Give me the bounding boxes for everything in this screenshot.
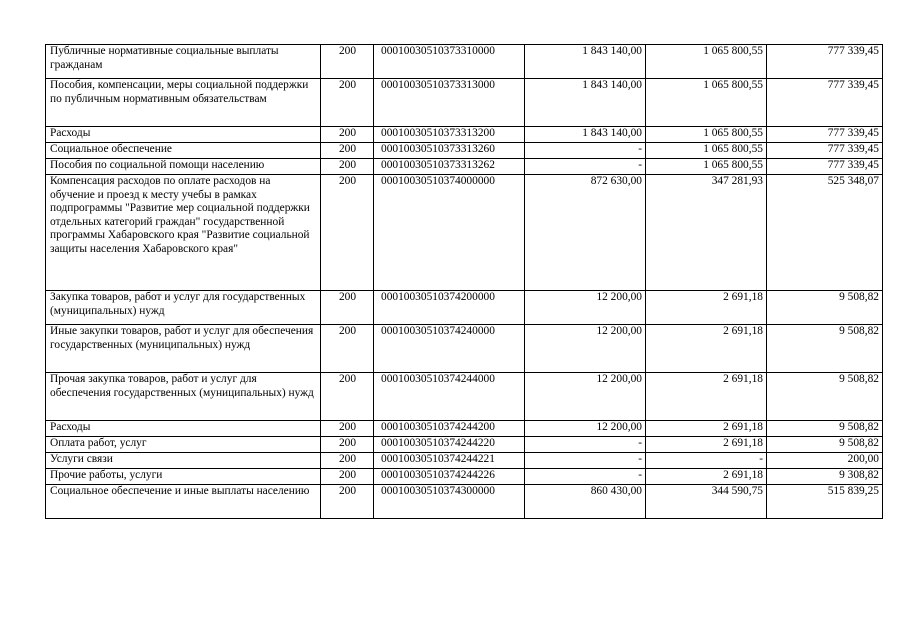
row-executed-cell: 347 281,93 bbox=[646, 175, 767, 291]
row-approved-cell: - bbox=[525, 453, 646, 469]
row-remaining-cell: 777 339,45 bbox=[767, 127, 883, 143]
row-code-cell: 200 bbox=[321, 485, 374, 519]
table-row bbox=[46, 469, 883, 485]
row-name-cell: Иные закупки товаров, работ и услуг для обеспечения государственных (муниципальных) нужд bbox=[46, 325, 321, 373]
table-row bbox=[46, 325, 883, 373]
row-remaining-cell: 9 308,82 bbox=[767, 469, 883, 485]
row-name-cell: Социальное обеспечение и иные выплаты населению bbox=[46, 485, 321, 519]
budget-execution-table bbox=[45, 44, 883, 519]
row-remaining-cell: 777 339,45 bbox=[767, 143, 883, 159]
row-name-cell: Пособия по социальной помощи населению bbox=[46, 159, 321, 175]
row-executed-cell: 1 065 800,55 bbox=[646, 79, 767, 127]
row-executed-cell: 1 065 800,55 bbox=[646, 45, 767, 79]
row-kbk-cell: 00010030510374244220 bbox=[374, 437, 525, 453]
row-code-cell: 200 bbox=[321, 453, 374, 469]
row-kbk-cell: 00010030510373310000 bbox=[374, 45, 525, 79]
row-kbk-cell: 00010030510373313200 bbox=[374, 127, 525, 143]
row-executed-cell: 2 691,18 bbox=[646, 325, 767, 373]
row-remaining-cell: 9 508,82 bbox=[767, 325, 883, 373]
row-code-cell: 200 bbox=[321, 127, 374, 143]
row-name-cell: Оплата работ, услуг bbox=[46, 437, 321, 453]
row-executed-cell: 2 691,18 bbox=[646, 469, 767, 485]
row-name-cell: Социальное обеспечение bbox=[46, 143, 321, 159]
row-name-cell: Услуги связи bbox=[46, 453, 321, 469]
row-code-cell: 200 bbox=[321, 159, 374, 175]
row-executed-cell: 1 065 800,55 bbox=[646, 127, 767, 143]
row-approved-cell: 12 200,00 bbox=[525, 291, 646, 325]
row-approved-cell: - bbox=[525, 143, 646, 159]
table-row bbox=[46, 143, 883, 159]
row-code-cell: 200 bbox=[321, 45, 374, 79]
table-row bbox=[46, 79, 883, 127]
row-kbk-cell: 00010030510374244200 bbox=[374, 421, 525, 437]
row-executed-cell: - bbox=[646, 453, 767, 469]
row-kbk-cell: 00010030510374300000 bbox=[374, 485, 525, 519]
row-name-cell: Публичные нормативные социальные выплаты гражданам bbox=[46, 45, 321, 79]
row-remaining-cell: 515 839,25 bbox=[767, 485, 883, 519]
row-kbk-cell: 00010030510374244221 bbox=[374, 453, 525, 469]
table-row bbox=[46, 175, 883, 291]
row-name-cell: Прочая закупка товаров, работ и услуг для обеспечения государственных (муниципальных) нужд bbox=[46, 373, 321, 421]
row-kbk-cell: 00010030510374244226 bbox=[374, 469, 525, 485]
row-remaining-cell: 777 339,45 bbox=[767, 159, 883, 175]
row-remaining-cell: 200,00 bbox=[767, 453, 883, 469]
row-executed-cell: 2 691,18 bbox=[646, 421, 767, 437]
row-approved-cell: - bbox=[525, 469, 646, 485]
row-kbk-cell: 00010030510373313260 bbox=[374, 143, 525, 159]
row-code-cell: 200 bbox=[321, 143, 374, 159]
row-remaining-cell: 525 348,07 bbox=[767, 175, 883, 291]
table-row bbox=[46, 127, 883, 143]
row-code-cell: 200 bbox=[321, 469, 374, 485]
table-row bbox=[46, 373, 883, 421]
table-row bbox=[46, 485, 883, 519]
row-code-cell: 200 bbox=[321, 373, 374, 421]
row-approved-cell: 1 843 140,00 bbox=[525, 127, 646, 143]
row-remaining-cell: 777 339,45 bbox=[767, 45, 883, 79]
row-name-cell: Пособия, компенсации, меры социальной поддержки по публичным нормативным обязательствам bbox=[46, 79, 321, 127]
row-name-cell: Расходы bbox=[46, 421, 321, 437]
row-code-cell: 200 bbox=[321, 175, 374, 291]
row-name-cell: Закупка товаров, работ и услуг для государственных (муниципальных) нужд bbox=[46, 291, 321, 325]
row-executed-cell: 2 691,18 bbox=[646, 373, 767, 421]
row-remaining-cell: 9 508,82 bbox=[767, 421, 883, 437]
row-remaining-cell: 777 339,45 bbox=[767, 79, 883, 127]
row-code-cell: 200 bbox=[321, 325, 374, 373]
row-code-cell: 200 bbox=[321, 421, 374, 437]
row-executed-cell: 344 590,75 bbox=[646, 485, 767, 519]
row-approved-cell: 12 200,00 bbox=[525, 373, 646, 421]
row-kbk-cell: 00010030510374240000 bbox=[374, 325, 525, 373]
row-approved-cell: 860 430,00 bbox=[525, 485, 646, 519]
row-kbk-cell: 00010030510374244000 bbox=[374, 373, 525, 421]
row-executed-cell: 2 691,18 bbox=[646, 437, 767, 453]
row-kbk-cell: 00010030510373313262 bbox=[374, 159, 525, 175]
table-row bbox=[46, 45, 883, 79]
row-executed-cell: 1 065 800,55 bbox=[646, 143, 767, 159]
row-executed-cell: 2 691,18 bbox=[646, 291, 767, 325]
row-code-cell: 200 bbox=[321, 291, 374, 325]
row-approved-cell: 1 843 140,00 bbox=[525, 45, 646, 79]
row-remaining-cell: 9 508,82 bbox=[767, 437, 883, 453]
table-row bbox=[46, 421, 883, 437]
table-row bbox=[46, 437, 883, 453]
row-name-cell: Компенсация расходов по оплате расходов на обучение и проезд к месту учебы в рамках подпрограммы "Развитие мер социальной поддержки отдельных категорий граждан" государственной программы Хабаровского края "Развитие социальной защиты населения Хабаровского края" bbox=[46, 175, 321, 291]
table-row bbox=[46, 159, 883, 175]
row-remaining-cell: 9 508,82 bbox=[767, 291, 883, 325]
table-body bbox=[46, 45, 883, 519]
table-row bbox=[46, 291, 883, 325]
table-row bbox=[46, 453, 883, 469]
row-kbk-cell: 00010030510373313000 bbox=[374, 79, 525, 127]
row-approved-cell: 12 200,00 bbox=[525, 421, 646, 437]
row-code-cell: 200 bbox=[321, 79, 374, 127]
row-remaining-cell: 9 508,82 bbox=[767, 373, 883, 421]
row-approved-cell: - bbox=[525, 437, 646, 453]
row-code-cell: 200 bbox=[321, 437, 374, 453]
row-executed-cell: 1 065 800,55 bbox=[646, 159, 767, 175]
row-kbk-cell: 00010030510374000000 bbox=[374, 175, 525, 291]
row-name-cell: Расходы bbox=[46, 127, 321, 143]
row-approved-cell: 12 200,00 bbox=[525, 325, 646, 373]
row-approved-cell: - bbox=[525, 159, 646, 175]
row-name-cell: Прочие работы, услуги bbox=[46, 469, 321, 485]
row-approved-cell: 872 630,00 bbox=[525, 175, 646, 291]
row-kbk-cell: 00010030510374200000 bbox=[374, 291, 525, 325]
row-approved-cell: 1 843 140,00 bbox=[525, 79, 646, 127]
